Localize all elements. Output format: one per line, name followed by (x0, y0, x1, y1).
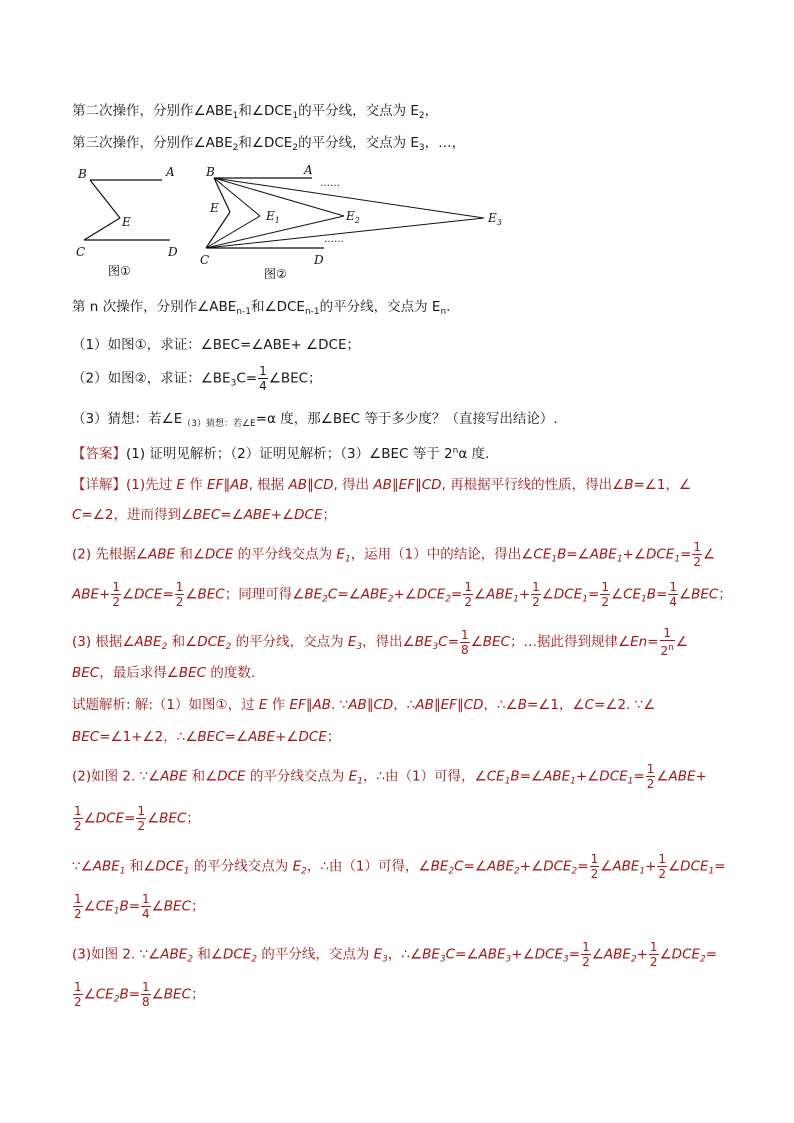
solution-3: $\because\angle ABE_1$ 和$\angle DCE_1$ 的平分线交点为 $E_2$，∴由（1）可得，$\angle BE_2C=\angle ABE_2+\angle DCE_2=$ $\frac{1}{2}$ $\angle ABE_1+$ $\frac{1}{2}$ $\angle DCE_1=$ (72, 852, 726, 881)
dots-top: …… (320, 178, 340, 189)
detail-2: (2) 先根据∠ABE 和∠DCE 的平分线交点为 $E_1$，运用（1）中的结论，得出$\angle CE_1B=\angle ABE_1+\angle DCE_1=$ $\frac{1}{2}$ ∠ (72, 540, 716, 569)
solution-3b: $\frac{1}{2}$ $\angle CE_1B=$ $\frac{1}{4}$ ∠BEC； (74, 892, 205, 921)
figure-1-caption: 图① (108, 264, 131, 278)
label-A2: A (304, 163, 313, 177)
figure-1 (70, 160, 190, 280)
dots-bottom: …… (324, 234, 344, 245)
question-3: （3）猜想：若$\angle E_{(3)猜想:若\angle E}=\alpha$ 度，那∠BEC 等于多少度？（直接写出结论）. (72, 411, 558, 429)
solution-4: (3)如图 2. $\because\angle ABE_2$ 和$\angle DCE_2$ 的平分线，交点为 $E_3$，$\therefore\angle BE_3C=\angle ABE_3+\angle DCE_3=$ $\frac{1}{2}$ $\angle ABE_2+$ $\frac{1}{2}$ $\angle DCE_2=$ (72, 940, 718, 969)
operation-n-text: 第 n 次操作，分别作$\angle ABE_{n-1}$和$\angle DCE_{n-1}$的平分线，交点为 $E_n$. (72, 299, 451, 317)
operation-2-text: 第二次操作，分别作$\angle ABE_1$和$\angle DCE_1$的平分线，交点为 $E_2$， (72, 103, 439, 121)
label-E: E (122, 215, 131, 229)
figure-2-caption: 图② (264, 267, 287, 281)
solution-2: (2)如图 2. ∵∠ABE 和∠DCE 的平分线交点为 $E_1$，∴由（1）可得，$\angle CE_1B=\angle ABE_1+\angle DCE_1=$ $\frac{1}{2}$ ∠ABE+ (72, 762, 707, 791)
label-E-fig2: E (210, 201, 219, 215)
label-B: B (78, 167, 87, 181)
label-B2: B (206, 165, 215, 179)
label-A: A (166, 165, 175, 179)
detail-1b: C=∠2，进而得到∠BEC=∠ABE+∠DCE； (72, 507, 336, 523)
detail-3b: BEC，最后求得∠BEC 的度数. (72, 665, 256, 681)
label-C2: C (200, 253, 210, 267)
question-1: （1）如图①，求证：∠BEC=∠ABE+ ∠DCE； (72, 337, 361, 353)
solution-1: 试题解析: 解:（1）如图①，过 E 作 EF∥AB. ∵AB∥CD，∴AB∥EF∥CD，∴∠B=∠1，∠C=∠2. ∵∠ (72, 697, 656, 713)
detail-3: (3) 根据$\angle ABE_2$ 和$\angle DCE_2$ 的平分线，交点为 $E_3$，得出$\angle BE_3C=$ $\frac{1}{8}$ ∠BEC；…据此得到规律∠En= $\frac{1}{2^n}$ ∠ (72, 626, 688, 658)
figure-2 (196, 160, 536, 282)
answer-line: 【答案】(1) 证明见解析；（2）证明见解析；（3）∠BEC 等于 2$^n$α 度. (72, 446, 490, 462)
label-E3: $E_3$ (488, 211, 502, 227)
label-D: D (168, 245, 178, 259)
label-E1: $E_1$ (266, 209, 280, 225)
solution-2b: $\frac{1}{2}$ ∠DCE= $\frac{1}{2}$ ∠BEC； (74, 804, 200, 833)
question-2: （2）如图②，求证：$\angle BE_3C=$ $\frac{1}{4}$ ∠BEC； (72, 364, 322, 393)
detail-2b: ABE+ $\frac{1}{2}$ ∠DCE= $\frac{1}{2}$ ∠BEC；同理可得$\angle BE_2C=\angle ABE_2+\angle DCE_2=$ $\frac{1}{2}$ $\angle ABE_1+$ $\frac{1}{2}$ $\angle DCE_1=$ $\frac{1}{2}$ $\angle CE_1B=$ $\frac{1}{4}$ ∠BEC； (72, 580, 732, 609)
label-C: C (76, 245, 86, 259)
operation-3-text: 第三次操作，分别作$\angle ABE_2$和$\angle DCE_2$的平分线，交点为 $E_3$，…， (72, 135, 466, 153)
solution-1b: BEC=∠1+∠2，∴∠BEC=∠ABE+∠DCE； (72, 729, 341, 745)
solution-4b: $\frac{1}{2}$ $\angle CE_2B=$ $\frac{1}{8}$ ∠BEC； (74, 980, 205, 1009)
label-D2: D (314, 253, 324, 267)
label-E2: $E_2$ (346, 209, 360, 225)
detail-1: 【详解】(1)先过 E 作 EF∥AB, 根据 AB∥CD, 得出 AB∥EF∥CD, 再根据平行线的性质，得出∠B=∠1，∠ (72, 477, 692, 493)
